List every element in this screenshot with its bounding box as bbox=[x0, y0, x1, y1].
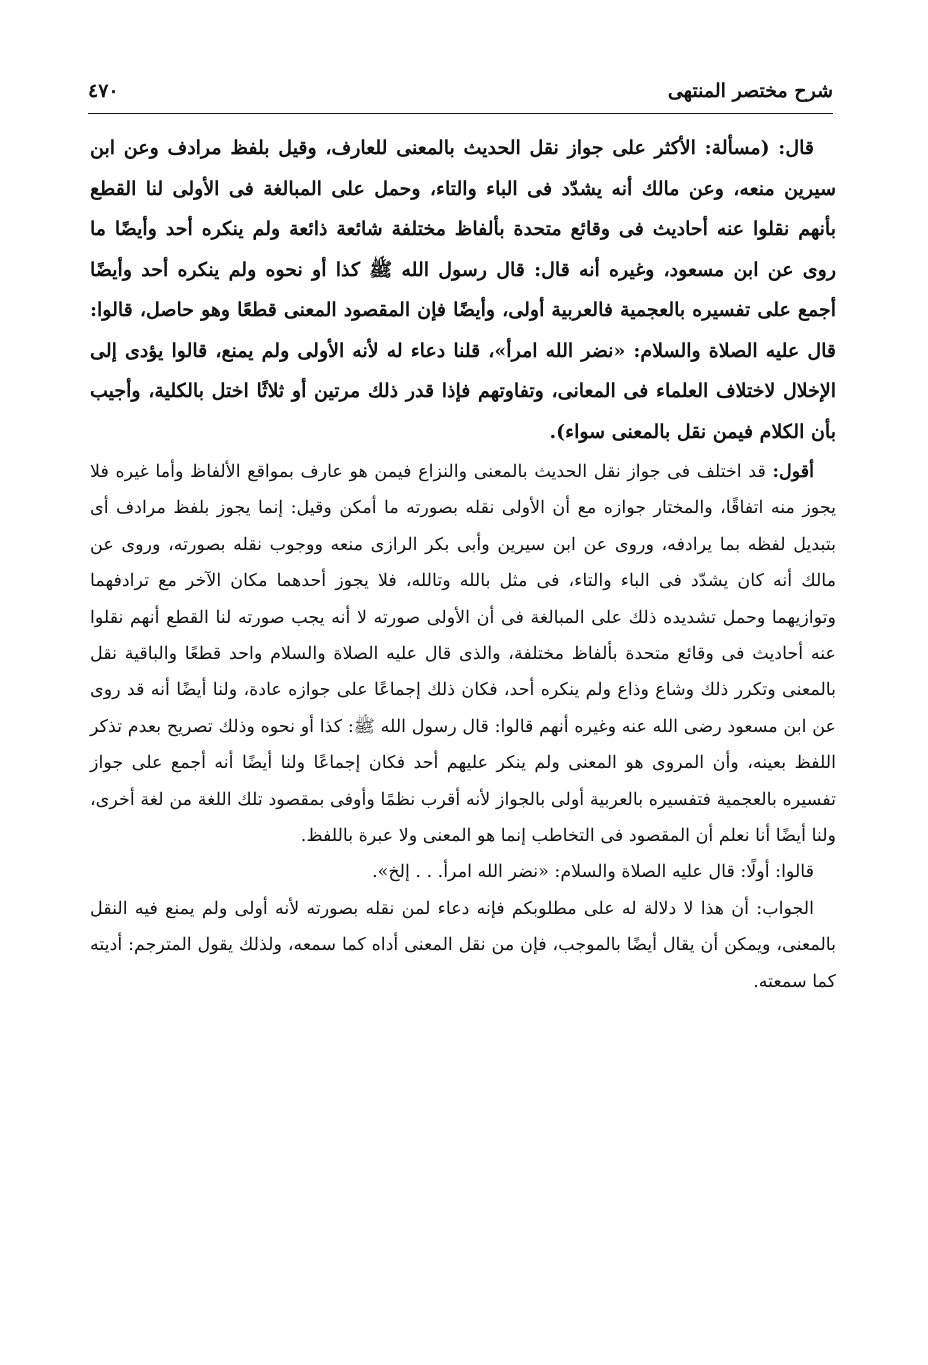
answer-text: أن هذا لا دلالة له على مطلوبكم فإنه دعاء لمن نقله بصورته لأنه أولى ولم يمنع فيه النقل بالمعنى، ويمكن أن يقال أيضًا بالموجب، فإن من نقل المعنى أداه كما سمعه، ولذلك يقول المترجم: أديته كما سمعته. bbox=[90, 898, 836, 992]
page-header bbox=[88, 78, 833, 110]
page-body bbox=[90, 128, 836, 1000]
matn-paragraph bbox=[90, 128, 836, 452]
header-rule bbox=[88, 113, 833, 114]
sharh-label: أقول: bbox=[772, 462, 814, 482]
running-title: شرح مختصر المنتهى bbox=[667, 80, 833, 102]
objection-text: أولًا: قال عليه الصلاة والسلام: «نضر الله امرأ. . . إلخ». bbox=[372, 862, 770, 883]
sharh-text: قد اختلف فى جواز نقل الحديث بالمعنى والنزاع فيمن هو عارف بمواقع الألفاظ وأما غيره فلا يجوز منه اتفاقًا، والمختار جوازه مع أن الأولى نقله بصورته ما أمكن وقيل: إنما يجوز بلفظ مرادف أى بتبديل لفظه بما يرادفه، وروى عن ابن سيرين وأبى بكر الرازى منعه ووجوب نقله بصورته، وروى عن مالك أنه كان يشدّد فى الباء والتاء، فى مثل بالله وتالله، فلا يجوز أحدهما مكان الآخر مع ترادفهما وتوازيهما وحمل تشديده ذلك على المبالغة فى أن الأولى صورته لا أنه يجب صورته لنا القطع أنهم نقلوا عنه أحاديث فى وقائع متحدة بألفاظ مختلفة، والذى قال عليه الصلاة والسلام واحد قطعًا والباقية نقل بالمعنى وتكرر ذلك وشاع وذاع ولم ينكره أحد، فكان ذلك إجماعًا على جوازه عادة، ولنا أيضًا أنه قد روى عن ابن مسعود رضى الله عنه وغيره أنهم قالوا: قال رسول الله ﷺ: كذا أو نحوه وذلك تصريح بعدم تذكر اللفظ بعينه، وأن المروى هو المعنى ولم ينكر عليهم أحد فكان إجماعًا ولنا أيضًا أنه أجمع على جواز تفسيره بالعجمية فتفسيره بالعربية أولى بالجواز لأنه أقرب نظمًا وأوفى بمقصود تلك اللغة من لغة أخرى، ولنا أيضًا أنا نعلم أن المقصود فى التخاطب إنما هو المعنى ولا عبرة باللفظ. bbox=[90, 462, 836, 847]
objection-label: قالوا: bbox=[775, 862, 814, 883]
page-number: ٤٧٠ bbox=[88, 80, 119, 102]
matn-text: قال: (مسألة: الأكثر على جواز نقل الحديث بالمعنى للعارف، وقيل بلفظ مرادف وعن ابن سيرين منعه، وعن مالك أنه يشدّد فى الباء والتاء، وحمل على المبالغة فى الأولى لنا القطع بأنهم نقلوا عنه أحاديث فى وقائع متحدة بألفاظ مختلفة شائعة ذائعة ولم ينكره أحد وأيضًا ما روى عن ابن مسعود، وغيره أنه قال: قال رسول الله ﷺ كذا أو نحوه ولم ينكره أحد وأيضًا أجمع على تفسيره بالعجمية فالعربية أولى، وأيضًا فإن المقصود المعنى قطعًا وهو حاصل، قالوا: قال عليه الصلاة والسلام: «نضر الله امرأ»، قلنا دعاء له لأنه الأولى ولم يمنع، قالوا يؤدى إلى الإخلال لاختلاف العلماء فى المعانى، وتفاوتهم فإذا قدر ذلك مرتين أو ثلاثًا اختل بالكلية، وأجيب بأن الكلام فيمن نقل بالمعنى سواء). bbox=[90, 137, 836, 443]
sharh-paragraph bbox=[90, 454, 836, 854]
answer-label: الجواب: bbox=[756, 898, 814, 919]
objection-paragraph bbox=[90, 854, 836, 890]
answer-paragraph bbox=[90, 891, 836, 1000]
